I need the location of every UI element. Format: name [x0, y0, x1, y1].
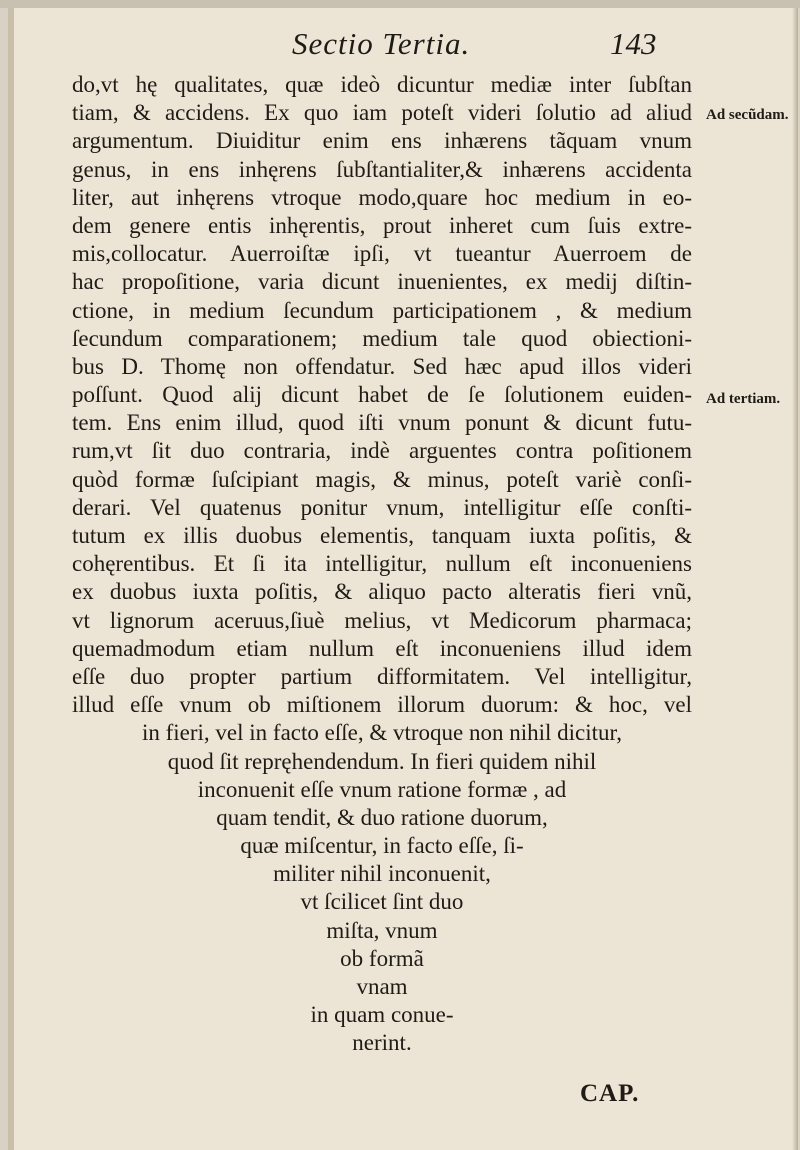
- text-line: genus, in ens inhęrens ſubſtantialiter,& inhærens accidenta: [72, 156, 692, 182]
- page-edge-shadow: [792, 8, 798, 1150]
- text-line: liter, aut inhęrens vtroque modo,quare hoc medium in eo-: [72, 184, 692, 210]
- text-line: ſecundum comparationem; medium tale quod obiectioni-: [72, 325, 692, 351]
- running-head: Sectio Tertia.: [292, 26, 471, 61]
- taper-line: miſta, vnum: [326, 917, 438, 943]
- catchword: CAP.: [580, 1080, 640, 1107]
- taper-line: in fieri, vel in facto eſſe, & vtroque non nihil dicitur,: [141, 720, 623, 746]
- main-text: [72, 71, 692, 1058]
- text-line: quemadmodum etiam nullum eſt inconueniens illud idem: [72, 635, 692, 661]
- text-line: cohęrentibus. Et ſi ita intelligitur, nullum eſt inconueniens: [72, 551, 692, 577]
- taper-line: in quam conue-: [310, 1002, 454, 1028]
- text-line: argumentum. Diuiditur enim ens inhærens tãquam vnum: [72, 128, 692, 154]
- text-line: tiam, & accidens. Ex quo iam poteſt videri ſolutio ad aliud: [72, 100, 692, 126]
- text-line: dem genere entis inhęrentis, prout inheret cum ſuis extre-: [72, 212, 692, 238]
- text-line: mis,collocatur. Auerroiſtæ ipſi, vt tueantur Auerroem de: [72, 241, 692, 267]
- text-line: do,vt hę qualitates, quæ ideò dicuntur mediæ inter ſubſtan: [72, 72, 692, 97]
- page-header: [14, 26, 800, 66]
- text-line: vt lignorum aceruus,ſiuè melius, vt Medicorum pharmaca;: [72, 607, 692, 633]
- page-number: 143: [610, 26, 657, 61]
- text-line: hac propoſitione, varia dicunt inuenientes, ex medij diſtin-: [72, 269, 692, 295]
- text-line: poſſunt. Quod alij dicunt habet de ſe ſolutionem euiden-: [72, 382, 692, 408]
- taper-line: quod ſit repręhendendum. In fieri quidem nihil: [167, 748, 597, 774]
- taper-line: quæ miſcentur, in facto eſſe, ſi-: [240, 833, 524, 859]
- taper-line: ob formã: [340, 945, 424, 971]
- text-line: ctione, in medium ſecundum participationem , & medium: [72, 297, 692, 323]
- text-line: quòd formæ ſuſcipiant magis, & minus, poteſt variè conſi-: [72, 466, 692, 492]
- taper-line: militer nihil inconuenit,: [273, 861, 491, 887]
- text-line: ex duobus iuxta poſitis, & aliquo pacto alteratis fieri vnũ,: [72, 579, 692, 605]
- text-line: illud eſſe vnum ob miſtionem illorum duorum: & hoc, vel: [72, 692, 692, 718]
- text-line: eſſe duo propter partium difformitatem. Vel intelligitur,: [72, 663, 692, 689]
- text-line: bus D. Thomę non offendatur. Sed hæc apud illos videri: [72, 353, 692, 379]
- margin-note-ad-secundam: Ad secũdam.: [706, 107, 789, 123]
- margin-note-ad-tertiam: Ad tertiam.: [706, 391, 781, 407]
- text-line: derari. Vel quatenus ponitur vnum, intelligitur eſſe conſti-: [72, 494, 692, 520]
- text-line: tem. Ens enim illud, quod iſti vnum ponunt & dicunt futu-: [72, 410, 692, 436]
- text-line: rum,vt ſit duo contraria, indè arguentes contra poſitionem: [72, 438, 692, 464]
- taper-line: vnam: [356, 974, 408, 999]
- text-line: tutum ex illis duobus elementis, tanquam iuxta poſitis, &: [72, 523, 692, 548]
- top-edge: [0, 0, 800, 8]
- taper-line: vt ſcilicet ſint duo: [300, 889, 464, 915]
- book-page: [8, 8, 798, 1150]
- taper-line: quam tendit, & duo ratione duorum,: [216, 804, 548, 830]
- taper-line: inconuenit eſſe vnum ratione formæ , ad: [197, 776, 567, 802]
- taper-line: nerint.: [352, 1030, 412, 1056]
